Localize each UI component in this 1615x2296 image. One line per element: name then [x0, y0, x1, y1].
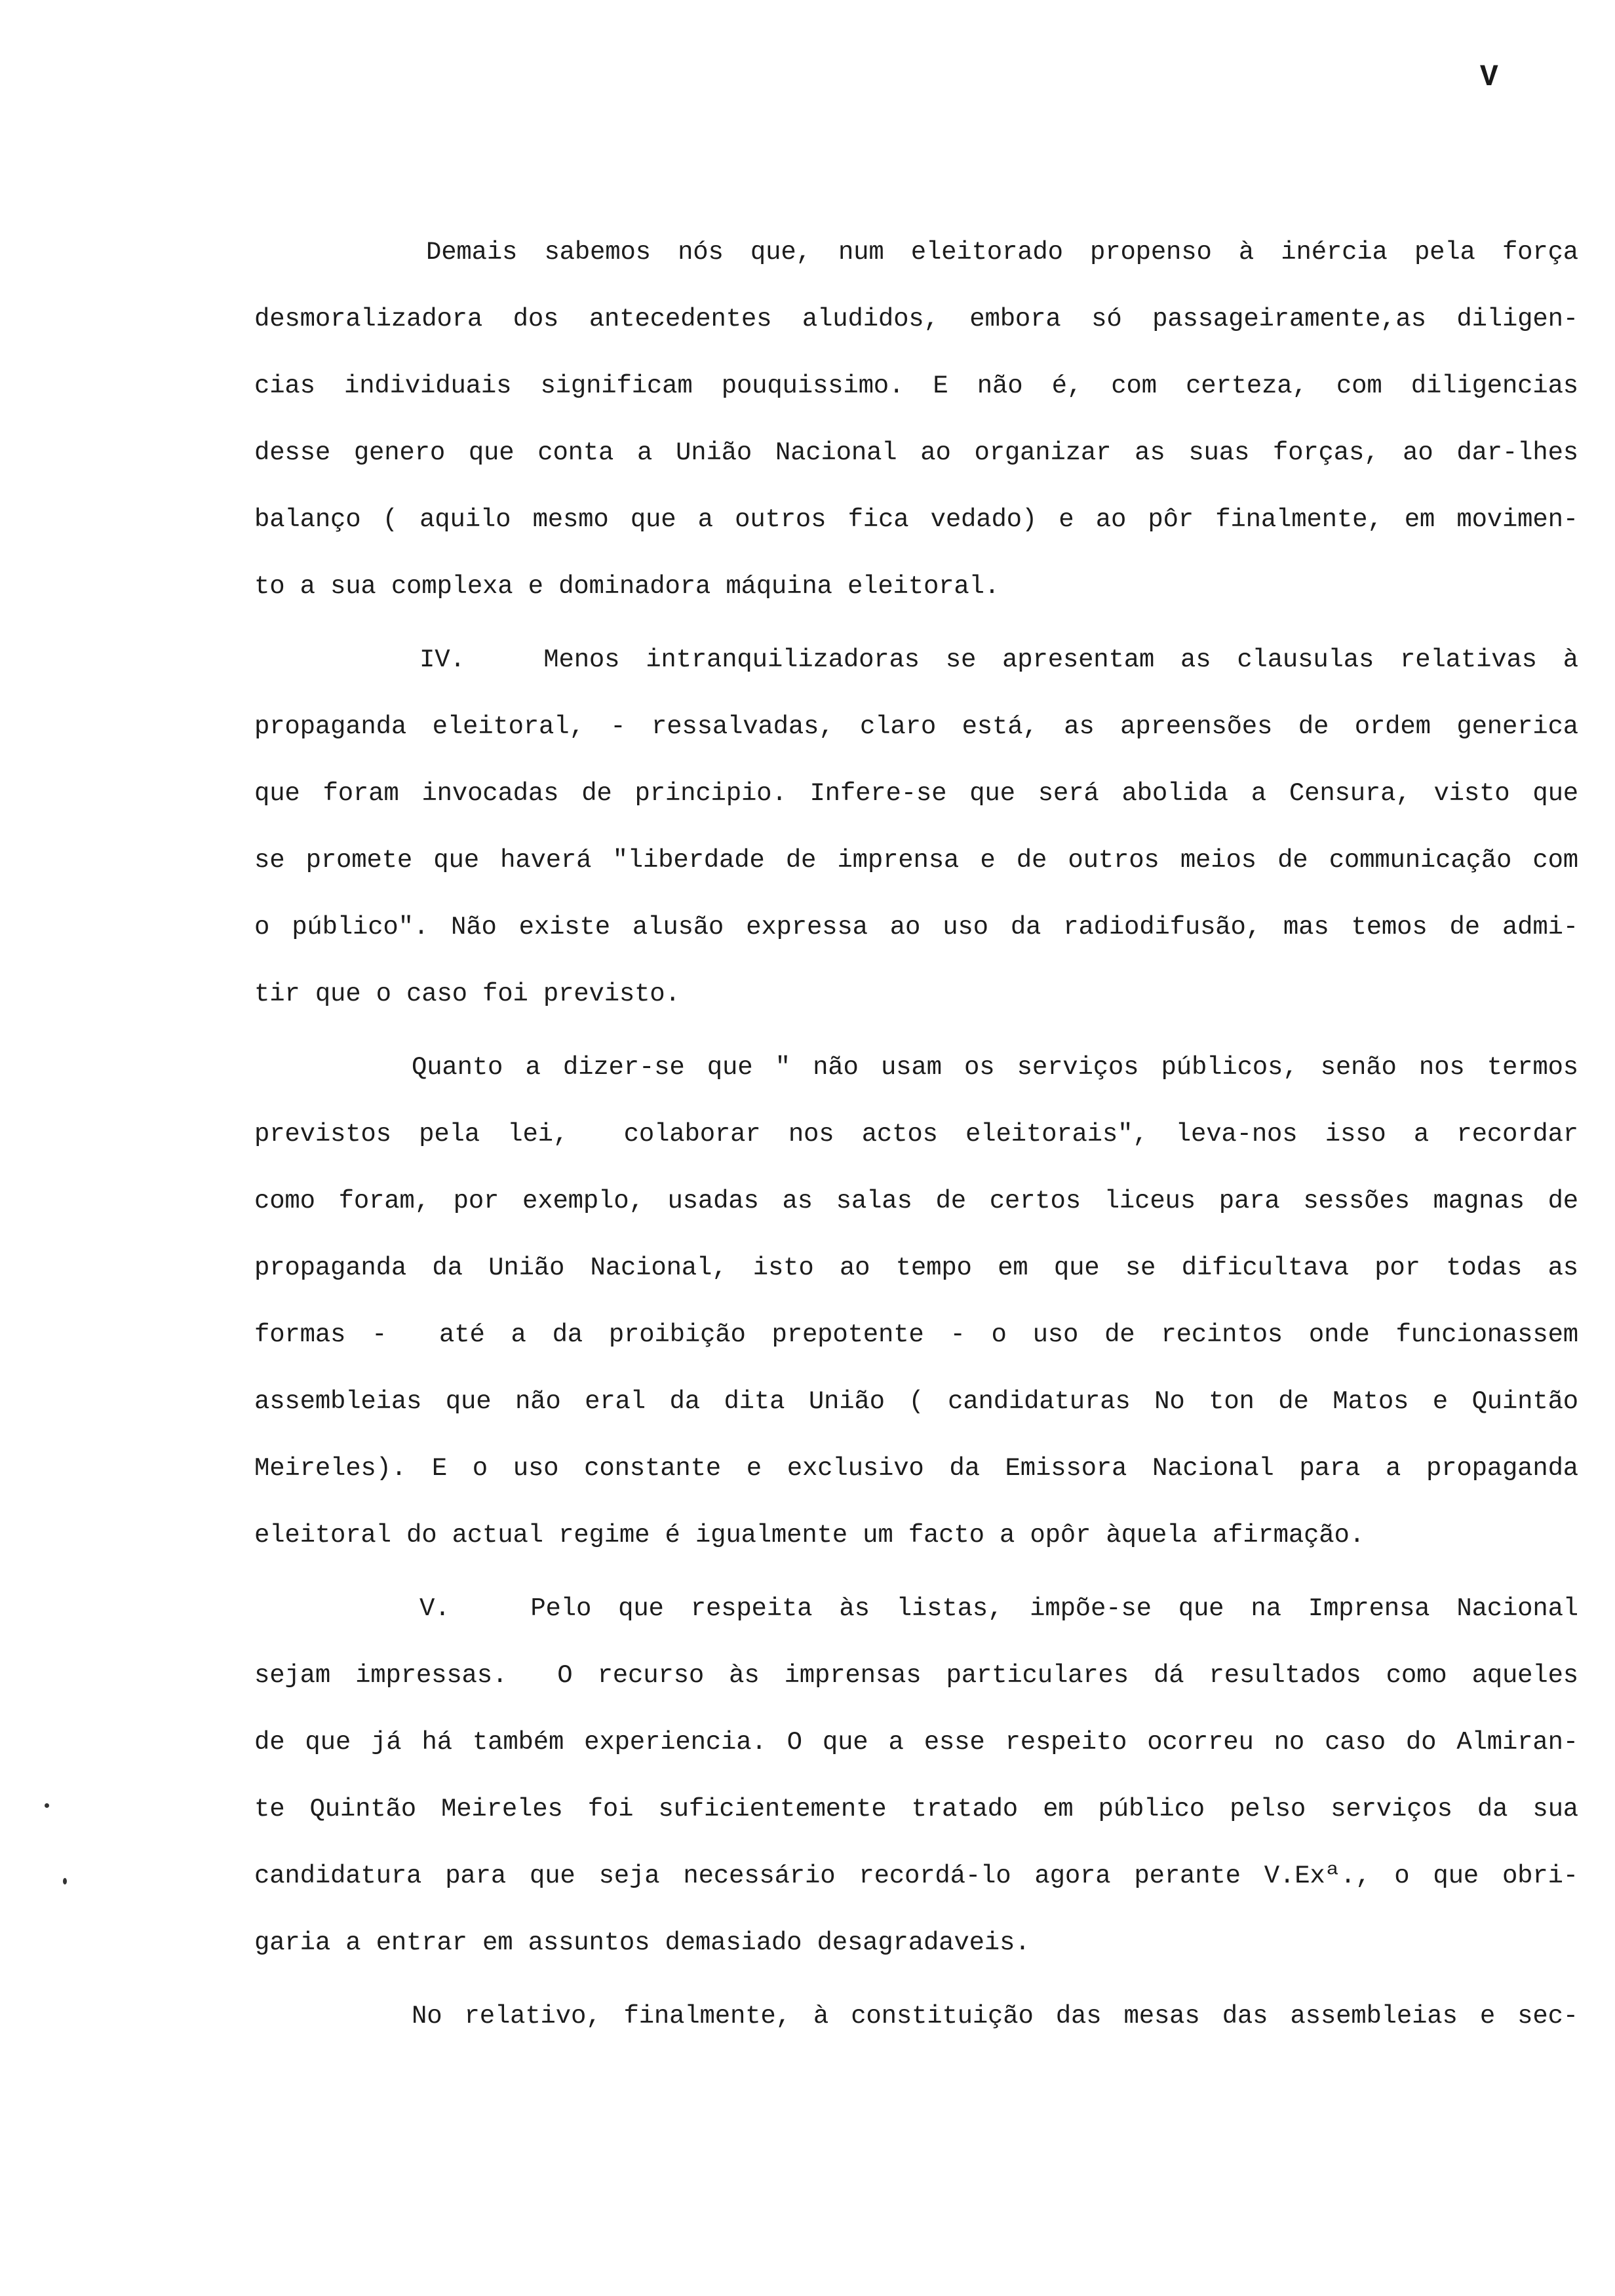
text-line: V. Pelo que respeita às listas, impõe-se que na Imprensa Nacional: [419, 1594, 1578, 1623]
text-line: desse genero que conta a União Nacional ao organizar as suas forças, ao dar-lhes: [254, 438, 1578, 467]
text-line: No relativo, finalmente, à constituição das mesas das assembleias e sec-: [412, 2002, 1578, 2031]
text-line: propaganda da União Nacional, isto ao tempo em que se dificultava por todas as: [254, 1253, 1578, 1282]
text-line: de que já há também experiencia. O que a esse respeito ocorreu no caso do Almiran-: [254, 1728, 1578, 1757]
text-line: Quanto a dizer-se que " não usam os serviços públicos, senão nos termos: [412, 1053, 1578, 1082]
text-line: cias individuais significam pouquissimo. E não é, com certeza, com diligencias: [254, 372, 1578, 400]
text-line: propaganda eleitoral, - ressalvadas, claro está, as apreensões de ordem generica: [254, 712, 1578, 741]
text-line: sejam impressas. O recurso às imprensas particulares dá resultados como aqueles: [254, 1661, 1578, 1690]
text-line: previstos pela lei, colaborar nos actos eleitorais", leva-nos isso a recordar: [254, 1120, 1578, 1149]
text-line: tir que o caso foi previsto.: [254, 980, 680, 1008]
text-line: Meireles). E o uso constante e exclusivo da Emissora Nacional para a propaganda: [254, 1454, 1578, 1483]
text-line: candidatura para que seja necessário recordá-lo agora perante V.Exª., o que obri-: [254, 1862, 1578, 1890]
ink-speck: [45, 1803, 49, 1808]
text-line: te Quintão Meireles foi suficientemente tratado em público pelso serviços da sua: [254, 1795, 1578, 1824]
text-line: eleitoral do actual regime é igualmente um facto a opôr àquela afirmação.: [254, 1521, 1365, 1550]
text-line: formas - até a da proibição prepotente - o uso de recintos onde funcionassem: [254, 1320, 1578, 1349]
body-text: [254, 236, 1578, 2067]
text-line: se promete que haverá "liberdade de imprensa e de outros meios de communicação com: [254, 846, 1578, 875]
text-line: balanço ( aquilo mesmo que a outros fica vedado) e ao pôr finalmente, em movimen-: [254, 505, 1578, 534]
text-line: o público". Não existe alusão expressa ao uso da radiodifusão, mas temos de admi-: [254, 913, 1578, 942]
page-number: V: [1480, 60, 1498, 94]
text-line: Demais sabemos nós que, num eleitorado propenso à inércia pela força: [426, 238, 1578, 267]
text-line: que foram invocadas de principio. Infere-se que será abolida a Censura, visto que: [254, 779, 1578, 808]
text-line: como foram, por exemplo, usadas as salas de certos liceus para sessões magnas de: [254, 1187, 1578, 1215]
ink-speck: [63, 1878, 67, 1885]
text-line: garia a entrar em assuntos demasiado desagradaveis.: [254, 1928, 1030, 1957]
text-line: to a sua complexa e dominadora máquina eleitoral.: [254, 572, 1000, 601]
text-line: desmoralizadora dos antecedentes aludidos, embora só passageiramente,as diligen-: [254, 305, 1578, 334]
text-line: IV. Menos intranquilizadoras se apresentam as clausulas relativas à: [419, 645, 1578, 674]
text-line: assembleias que não eral da dita União ( candidaturas No ton de Matos e Quintão: [254, 1387, 1578, 1416]
